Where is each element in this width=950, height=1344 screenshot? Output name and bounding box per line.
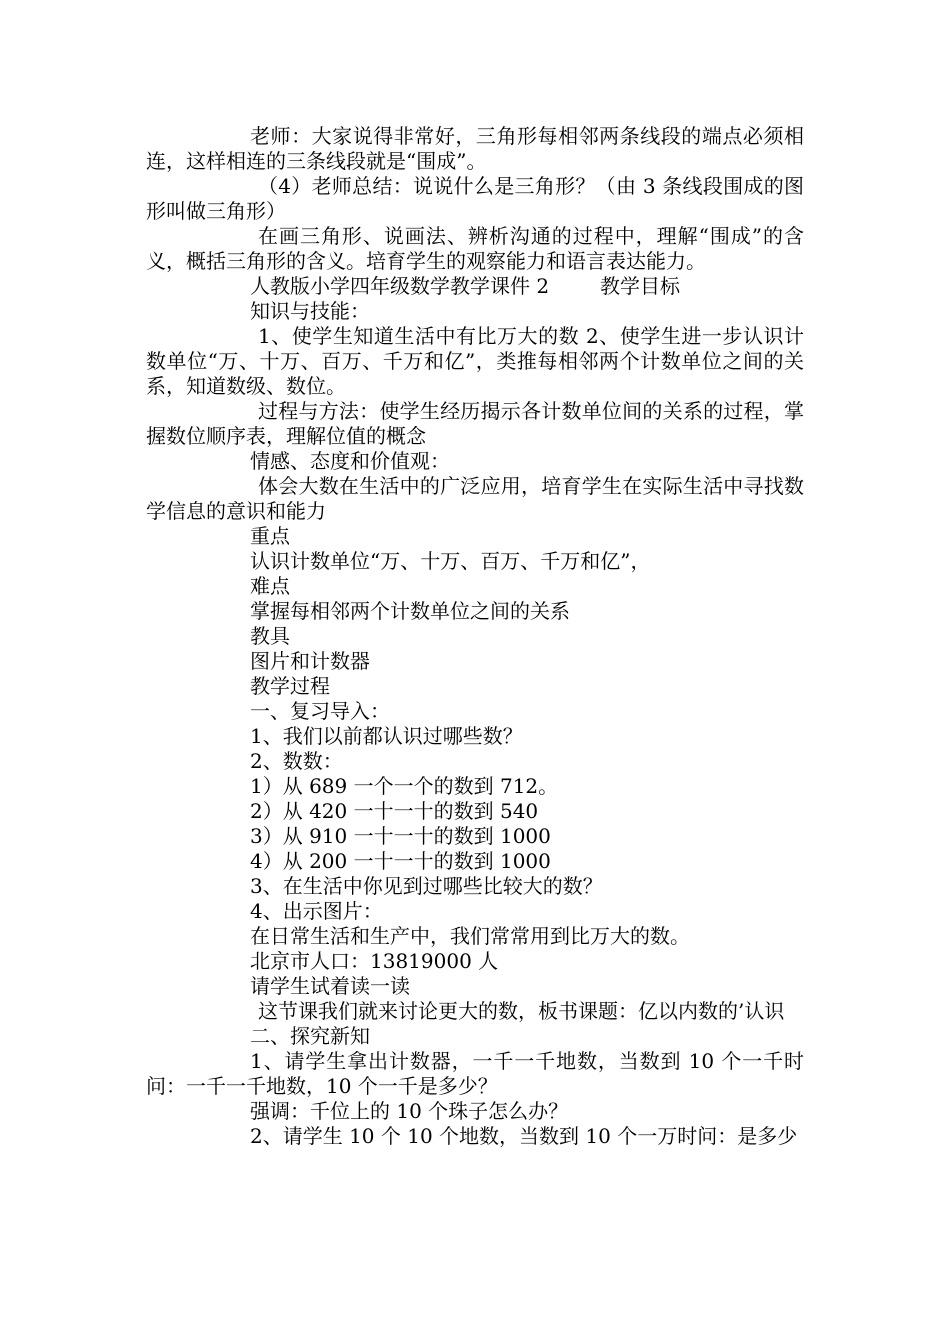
paragraph-process-method: 过程与方法：使学生经历揭示各计数单位间的关系的过程，掌握数位顺序表，理解位值的概念: [146, 399, 804, 448]
heading-key-point: 重点: [250, 524, 290, 548]
paragraph-lesson-topic: 这节课我们就来讨论更大的数，板书课题：亿以内数的’认识: [258, 999, 785, 1023]
list-item: 2）从 420 一十一十的数到 540: [250, 799, 539, 823]
paragraph-teacher-remark: 老师：大家说得非常好，三角形每相邻两条线段的端点必须相连，这样相连的三条线段就是“围成”。: [146, 124, 804, 173]
lesson-title: 人教版小学四年级数学教学课件 2 教学目标: [250, 274, 680, 298]
list-item: 1）从 689 一个一个的数到 712。: [250, 774, 559, 798]
paragraph-emotion-values: 体会大数在生活中的广泛应用，培育学生在实际生活中寻找数学信息的意识和能力: [146, 474, 804, 523]
paragraph-objective-1: 1、使学生知道生活中有比万大的数 2、使学生进一步认识计数单位“万、十万、百万、千万和亿”，类推每相邻两个计数单位之间的关系，知道数级、数位。: [146, 324, 804, 398]
heading-teaching-process: 教学过程: [250, 674, 330, 698]
text-difficulty: 掌握每相邻两个计数单位之间的关系: [250, 599, 570, 623]
paragraph-triangle-meaning: 在画三角形、说画法、辨析沟通的过程中，理解“围成”的含义，概括三角形的含义。培育学生的观察能力和语言表达能力。: [146, 224, 804, 273]
list-item: 4、出示图片：: [250, 899, 383, 923]
text-emphasis: 强调：千位上的 10 个珠子怎么办？: [250, 1099, 569, 1123]
heading-teaching-aids: 教具: [250, 624, 290, 648]
heading-knowledge-skills: 知识与技能：: [250, 299, 370, 323]
paragraph-count-thousands: 1、请学生拿出计数器，一千一千地数，当数到 10 个一千时问：一千一千地数，10 个一千是多少？: [146, 1049, 804, 1098]
text-beijing-population: 北京市人口：13819000 人: [250, 949, 499, 973]
document-body: [146, 124, 804, 1149]
text-teaching-aids: 图片和计数器: [250, 649, 370, 673]
list-item: 1、我们以前都认识过哪些数？: [250, 724, 523, 748]
paragraph-teacher-summary: （4）老师总结：说说什么是三角形？（由 3 条线段围成的图形叫做三角形）: [146, 174, 804, 223]
text-key-point: 认识计数单位“万、十万、百万、千万和亿”，: [250, 549, 651, 573]
heading-difficulty: 难点: [250, 574, 290, 598]
text-read-prompt: 请学生试着读一读: [250, 974, 410, 998]
heading-explore: 二、探究新知: [250, 1024, 370, 1048]
list-item: 3、在生活中你见到过哪些比较大的数？: [250, 874, 603, 898]
list-item: 3）从 910 一十一十的数到 1000: [250, 824, 551, 848]
list-item: 4）从 200 一十一十的数到 1000: [250, 849, 551, 873]
heading-review: 一、复习导入：: [250, 699, 390, 723]
heading-emotion-values: 情感、态度和价值观：: [250, 449, 450, 473]
text-large-numbers: 在日常生活和生产中，我们常常用到比万大的数。: [250, 924, 690, 948]
list-item: 2、数数：: [250, 749, 343, 773]
paragraph-count-ten-thousands: 2、请学生 10 个 10 个地数，当数到 10 个一万时问：是多少: [250, 1124, 798, 1148]
